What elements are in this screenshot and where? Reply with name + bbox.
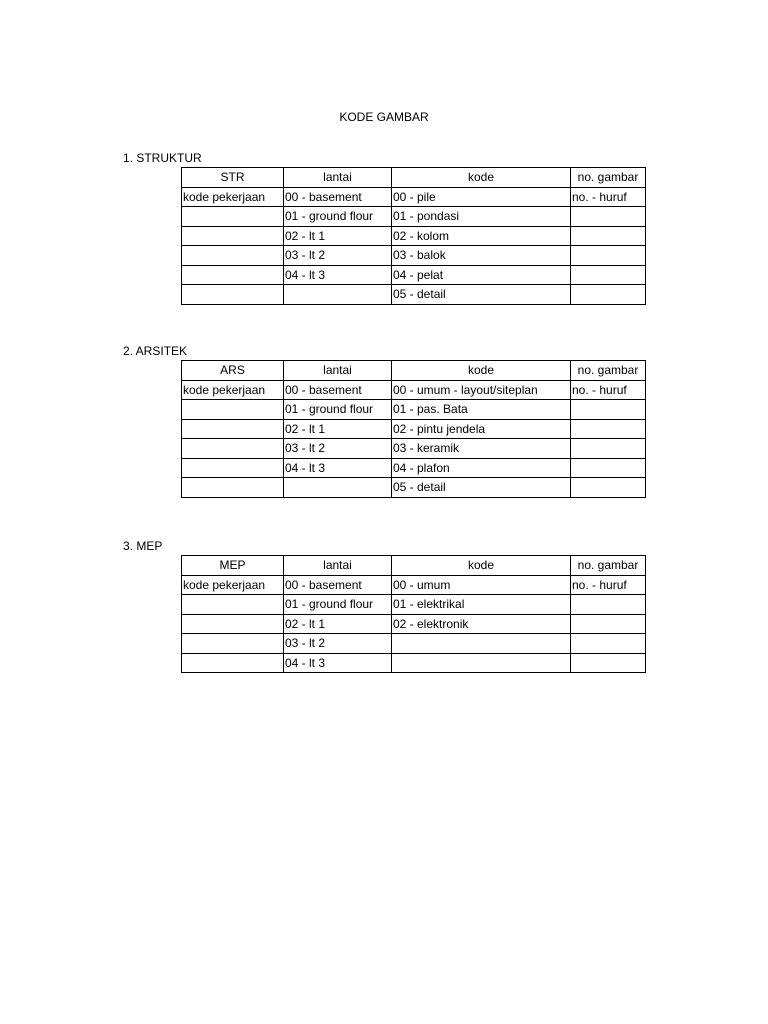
code-table-struktur [181,167,646,305]
table-cell [571,265,646,285]
table-row [182,614,646,634]
table-cell: 04 - lt 3 [284,653,392,673]
table-row [182,400,646,420]
table-row [182,653,646,673]
column-header: lantai [284,168,392,188]
table-cell: 01 - ground flour [284,400,392,420]
section-struktur [123,149,646,305]
table-cell: 00 - umum [392,575,571,595]
table-cell [182,400,284,420]
column-header: kode [392,361,571,381]
table-cell [571,439,646,459]
table-row [182,595,646,615]
table-cell [182,419,284,439]
table-cell [182,478,284,498]
table-cell [182,614,284,634]
table-cell: 03 - lt 2 [284,246,392,266]
section-heading: 2. ARSITEK [123,344,188,358]
table-cell [571,207,646,227]
table-cell: 04 - lt 3 [284,458,392,478]
table-cell: 05 - detail [392,285,571,305]
table-cell [571,458,646,478]
column-header: no. gambar [571,168,646,188]
column-header: lantai [284,361,392,381]
table-header-row [182,361,646,381]
table-cell: 03 - lt 2 [284,439,392,459]
section-heading: 3. MEP [123,539,163,553]
column-header: kode [392,556,571,576]
column-header: kode [392,168,571,188]
table-cell [182,653,284,673]
table-row [182,207,646,227]
table-cell [571,595,646,615]
table-row [182,265,646,285]
document-title: KODE GAMBAR [339,110,429,124]
table-cell: 02 - kolom [392,226,571,246]
table-cell: 00 - basement [284,575,392,595]
table-cell: 04 - plafon [392,458,571,478]
table-cell: 02 - lt 1 [284,419,392,439]
table-cell: 02 - pintu jendela [392,419,571,439]
table-cell [571,400,646,420]
table-row [182,246,646,266]
section-arsitek [123,342,646,498]
table-cell [182,458,284,478]
table-cell [571,226,646,246]
table-row [182,226,646,246]
table-cell: 02 - lt 1 [284,614,392,634]
table-cell: 01 - ground flour [284,595,392,615]
code-table-mep [181,555,646,673]
table-cell: 00 - basement [284,187,392,207]
table-cell: 03 - lt 2 [284,634,392,654]
table-cell [571,653,646,673]
table-row [182,187,646,207]
table-cell: 01 - elektrikal [392,595,571,615]
column-header: ARS [182,361,284,381]
table-row [182,458,646,478]
table-row [182,419,646,439]
table-cell [182,595,284,615]
table-cell: 00 - basement [284,380,392,400]
table-cell [182,634,284,654]
section-mep [123,537,646,673]
table-cell: 00 - pile [392,187,571,207]
table-cell [182,439,284,459]
table-cell [571,419,646,439]
table-cell: 04 - pelat [392,265,571,285]
table-header-row [182,556,646,576]
table-cell: 03 - balok [392,246,571,266]
table-cell: kode pekerjaan [182,380,284,400]
table-cell [284,285,392,305]
section-heading: 1. STRUKTUR [123,151,202,165]
table-cell: 02 - elektronik [392,614,571,634]
table-cell: 03 - keramik [392,439,571,459]
table-cell: kode pekerjaan [182,575,284,595]
table-cell: kode pekerjaan [182,187,284,207]
table-row [182,478,646,498]
table-cell [182,265,284,285]
table-cell [392,653,571,673]
column-header: no. gambar [571,361,646,381]
table-row [182,439,646,459]
table-cell: 01 - ground flour [284,207,392,227]
table-cell: 01 - pas. Bata [392,400,571,420]
table-cell: 05 - detail [392,478,571,498]
code-table-arsitek [181,360,646,498]
table-cell [392,634,571,654]
table-cell [571,246,646,266]
table-row [182,380,646,400]
table-row [182,285,646,305]
table-cell: no. - huruf [571,575,646,595]
table-cell [571,634,646,654]
column-header: MEP [182,556,284,576]
table-cell [182,285,284,305]
table-cell [571,478,646,498]
table-cell [284,478,392,498]
table-cell [182,226,284,246]
table-cell: no. - huruf [571,380,646,400]
table-header-row [182,168,646,188]
column-header: no. gambar [571,556,646,576]
table-cell [571,614,646,634]
table-cell [182,207,284,227]
column-header: lantai [284,556,392,576]
table-cell: 01 - pondasi [392,207,571,227]
table-cell [571,285,646,305]
table-row [182,634,646,654]
table-cell [182,246,284,266]
table-cell: 02 - lt 1 [284,226,392,246]
table-cell: 00 - umum - layout/siteplan [392,380,571,400]
table-cell: 04 - lt 3 [284,265,392,285]
column-header: STR [182,168,284,188]
table-row [182,575,646,595]
table-cell: no. - huruf [571,187,646,207]
